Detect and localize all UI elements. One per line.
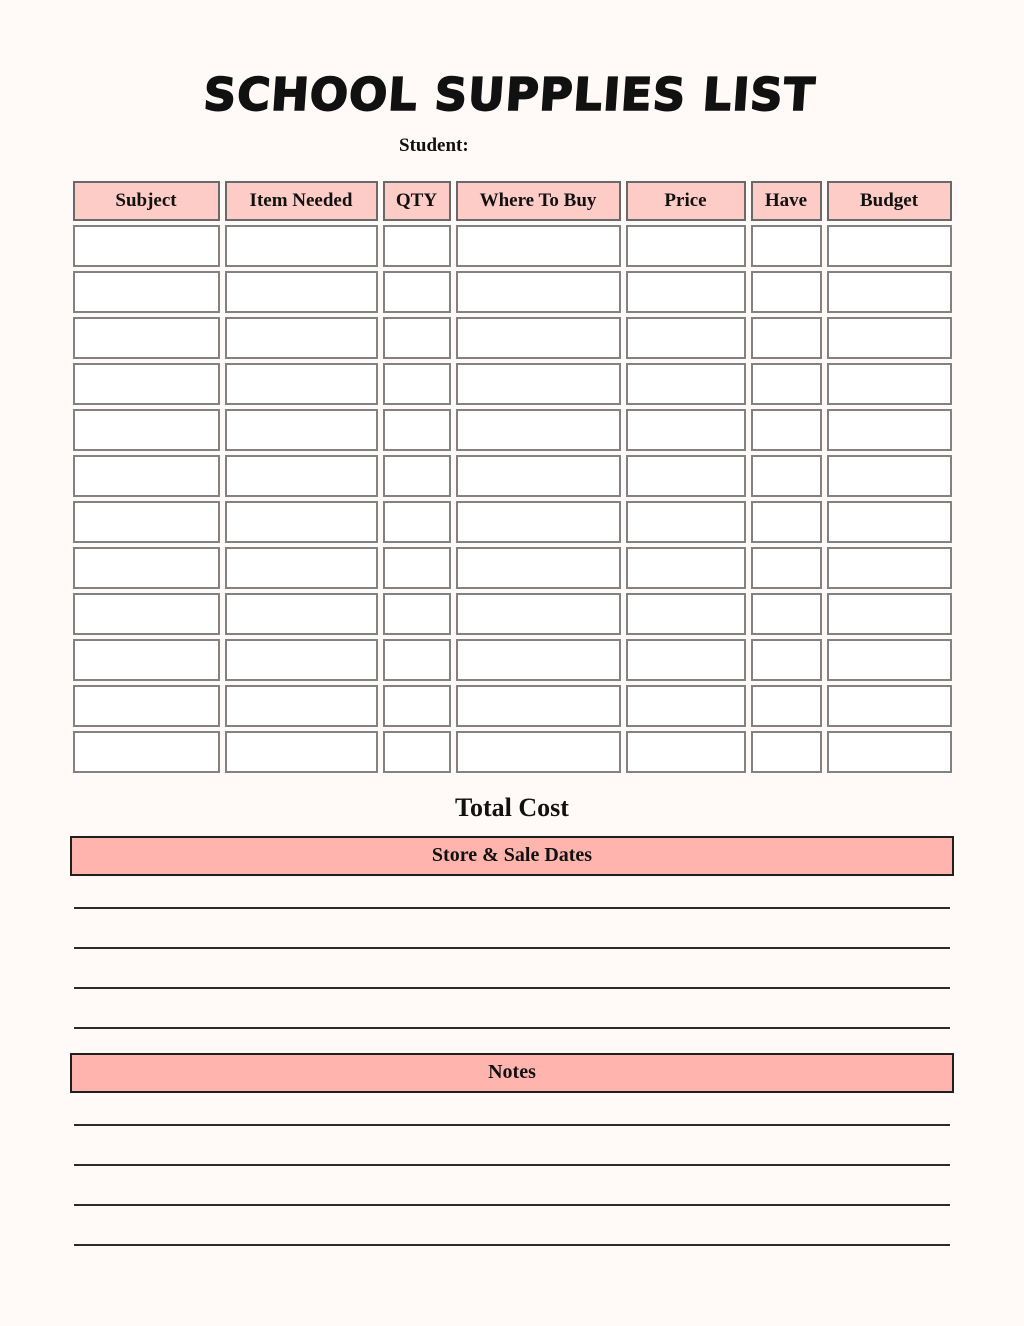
table-cell-r3-price[interactable]: [626, 317, 746, 359]
page-title: SCHOOL SUPPLIES LIST: [201, 68, 818, 121]
table-cell-r1-where-to-buy[interactable]: [456, 225, 621, 267]
table-cell-r3-budget[interactable]: [827, 317, 952, 359]
table-cell-r6-qty[interactable]: [383, 455, 451, 497]
column-header-item-needed: Item Needed: [225, 181, 378, 221]
column-header-qty: QTY: [383, 181, 451, 221]
table-cell-r7-subject[interactable]: [73, 501, 220, 543]
table-cell-r8-budget[interactable]: [827, 547, 952, 589]
table-cell-r1-item-needed[interactable]: [225, 225, 378, 267]
table-cell-r2-item-needed[interactable]: [225, 271, 378, 313]
table-cell-r7-item-needed[interactable]: [225, 501, 378, 543]
table-cell-r8-subject[interactable]: [73, 547, 220, 589]
notes-writing-line-1[interactable]: [74, 1093, 950, 1126]
table-cell-r7-qty[interactable]: [383, 501, 451, 543]
table-cell-r1-qty[interactable]: [383, 225, 451, 267]
sections-container: [0, 836, 1024, 1246]
table-cell-r4-subject[interactable]: [73, 363, 220, 405]
table-cell-r2-have[interactable]: [751, 271, 822, 313]
table-cell-r12-qty[interactable]: [383, 731, 451, 773]
column-header-price: Price: [626, 181, 746, 221]
table-cell-r7-budget[interactable]: [827, 501, 952, 543]
table-cell-r9-item-needed[interactable]: [225, 593, 378, 635]
table-cell-r11-qty[interactable]: [383, 685, 451, 727]
table-cell-r10-item-needed[interactable]: [225, 639, 378, 681]
table-cell-r4-price[interactable]: [626, 363, 746, 405]
table-cell-r3-have[interactable]: [751, 317, 822, 359]
table-cell-r8-qty[interactable]: [383, 547, 451, 589]
notes-writing-line-2[interactable]: [74, 1126, 950, 1166]
table-cell-r10-where-to-buy[interactable]: [456, 639, 621, 681]
table-cell-r10-qty[interactable]: [383, 639, 451, 681]
table-cell-r5-item-needed[interactable]: [225, 409, 378, 451]
table-cell-r8-item-needed[interactable]: [225, 547, 378, 589]
table-cell-r7-where-to-buy[interactable]: [456, 501, 621, 543]
store-sale-dates-writing-line-2[interactable]: [74, 909, 950, 949]
table-cell-r1-have[interactable]: [751, 225, 822, 267]
table-cell-r3-item-needed[interactable]: [225, 317, 378, 359]
table-cell-r6-where-to-buy[interactable]: [456, 455, 621, 497]
student-label: Student:: [399, 134, 469, 156]
table-cell-r4-have[interactable]: [751, 363, 822, 405]
table-cell-r8-where-to-buy[interactable]: [456, 547, 621, 589]
table-cell-r9-where-to-buy[interactable]: [456, 593, 621, 635]
table-cell-r1-subject[interactable]: [73, 225, 220, 267]
table-cell-r12-budget[interactable]: [827, 731, 952, 773]
table-cell-r10-budget[interactable]: [827, 639, 952, 681]
table-cell-r4-qty[interactable]: [383, 363, 451, 405]
table-cell-r5-where-to-buy[interactable]: [456, 409, 621, 451]
table-cell-r9-budget[interactable]: [827, 593, 952, 635]
table-cell-r12-item-needed[interactable]: [225, 731, 378, 773]
table-cell-r5-budget[interactable]: [827, 409, 952, 451]
table-cell-r4-item-needed[interactable]: [225, 363, 378, 405]
table-cell-r10-have[interactable]: [751, 639, 822, 681]
column-header-subject: Subject: [73, 181, 220, 221]
table-cell-r8-price[interactable]: [626, 547, 746, 589]
store-sale-dates-writing-line-4[interactable]: [74, 989, 950, 1029]
table-cell-r10-subject[interactable]: [73, 639, 220, 681]
column-header-budget: Budget: [827, 181, 952, 221]
table-cell-r11-where-to-buy[interactable]: [456, 685, 621, 727]
table-cell-r11-subject[interactable]: [73, 685, 220, 727]
table-cell-r9-have[interactable]: [751, 593, 822, 635]
supplies-table: [73, 181, 952, 773]
notes-writing-line-4[interactable]: [74, 1206, 950, 1246]
store-sale-dates-writing-line-3[interactable]: [74, 949, 950, 989]
table-cell-r9-price[interactable]: [626, 593, 746, 635]
table-cell-r6-subject[interactable]: [73, 455, 220, 497]
student-field-row: [0, 135, 1024, 157]
table-cell-r12-price[interactable]: [626, 731, 746, 773]
store-sale-dates-banner-label: Store & Sale Dates: [431, 844, 593, 866]
table-cell-r2-where-to-buy[interactable]: [456, 271, 621, 313]
column-header-have: Have: [751, 181, 822, 221]
table-cell-r7-have[interactable]: [751, 501, 822, 543]
table-cell-r11-have[interactable]: [751, 685, 822, 727]
store-sale-dates-writing-line-1[interactable]: [74, 876, 950, 909]
table-cell-r5-qty[interactable]: [383, 409, 451, 451]
notes-banner-label: Notes: [488, 1061, 536, 1083]
table-cell-r3-subject[interactable]: [73, 317, 220, 359]
table-cell-r3-qty[interactable]: [383, 317, 451, 359]
table-cell-r10-price[interactable]: [626, 639, 746, 681]
notes-writing-line-3[interactable]: [74, 1166, 950, 1206]
table-cell-r6-item-needed[interactable]: [225, 455, 378, 497]
table-cell-r8-have[interactable]: [751, 547, 822, 589]
table-cell-r11-budget[interactable]: [827, 685, 952, 727]
table-cell-r4-budget[interactable]: [827, 363, 952, 405]
table-cell-r2-qty[interactable]: [383, 271, 451, 313]
table-cell-r6-price[interactable]: [626, 455, 746, 497]
table-cell-r2-price[interactable]: [626, 271, 746, 313]
table-cell-r1-price[interactable]: [626, 225, 746, 267]
table-cell-r9-qty[interactable]: [383, 593, 451, 635]
table-cell-r1-budget[interactable]: [827, 225, 952, 267]
table-cell-r3-where-to-buy[interactable]: [456, 317, 621, 359]
table-cell-r2-budget[interactable]: [827, 271, 952, 313]
column-header-where-to-buy: Where To Buy: [456, 181, 621, 221]
table-cell-r2-subject[interactable]: [73, 271, 220, 313]
table-cell-r11-item-needed[interactable]: [225, 685, 378, 727]
table-cell-r4-where-to-buy[interactable]: [456, 363, 621, 405]
student-input-area[interactable]: [469, 135, 649, 157]
table-cell-r12-subject[interactable]: [73, 731, 220, 773]
notes-banner: [70, 1053, 954, 1093]
table-cell-r11-price[interactable]: [626, 685, 746, 727]
table-cell-r12-have[interactable]: [751, 731, 822, 773]
store-sale-dates-banner: [70, 836, 954, 876]
table-cell-r6-budget[interactable]: [827, 455, 952, 497]
table-cell-r5-have[interactable]: [751, 409, 822, 451]
total-cost-label: Total Cost: [455, 792, 569, 822]
table-cell-r6-have[interactable]: [751, 455, 822, 497]
table-cell-r7-price[interactable]: [626, 501, 746, 543]
table-cell-r5-price[interactable]: [626, 409, 746, 451]
table-cell-r9-subject[interactable]: [73, 593, 220, 635]
table-cell-r12-where-to-buy[interactable]: [456, 731, 621, 773]
table-cell-r5-subject[interactable]: [73, 409, 220, 451]
